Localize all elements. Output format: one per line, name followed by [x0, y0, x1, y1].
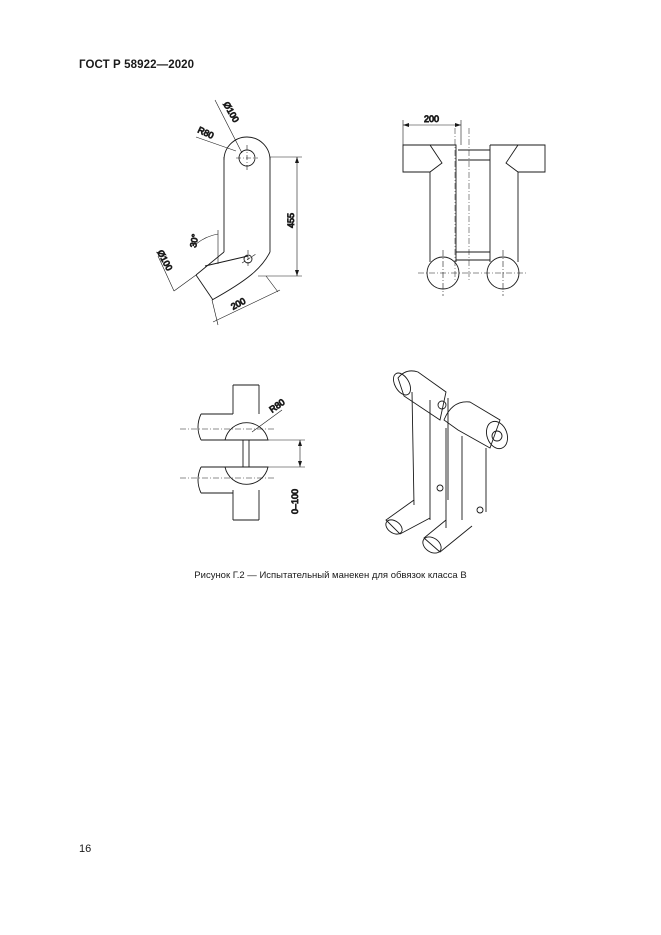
document-header: ГОСТ Р 58922—2020: [79, 59, 195, 71]
front-left-vertical: [430, 145, 456, 262]
r80-top-label: R80: [196, 124, 216, 141]
front-right-top-tube: [506, 145, 545, 172]
side-tube-outline: [224, 157, 270, 252]
front-view: [403, 120, 545, 296]
front-lower-crossbar: [456, 252, 490, 260]
iso-left-top-tube: [398, 371, 446, 420]
r80-plan-leader: [252, 410, 282, 432]
front-left-top-tube: [403, 145, 442, 172]
plan-connector: [243, 440, 249, 467]
iso-left-hole: [438, 401, 446, 409]
iso-right-low-hole: [477, 507, 483, 513]
iso-left-vertical: [412, 392, 448, 520]
plan-top-tube: [233, 385, 259, 414]
front-crossbar: [458, 150, 490, 160]
front-right-vertical: [490, 145, 518, 262]
plan-bottom-tube: [233, 490, 259, 520]
plan-centerlines: [180, 429, 275, 478]
iso-right-foot: [424, 520, 472, 552]
angle-30-label: 30°: [188, 233, 201, 249]
isometric-view: [383, 370, 511, 556]
width-200-side-label: 200: [229, 295, 248, 312]
front-centerlines: [418, 250, 528, 296]
iso-right-top-hole: [492, 431, 502, 441]
side-lower-end: [196, 275, 213, 300]
dia-top-label: Ø100: [221, 100, 241, 125]
dim-200-side-lines: [212, 276, 280, 325]
r80-plan-label: R80: [267, 396, 287, 415]
dia-low-label: Ø100: [155, 248, 175, 273]
height-455-label: 455: [286, 212, 296, 228]
iso-right-top-tube: [444, 402, 500, 448]
plan-left-arm-top: [198, 414, 233, 440]
front-axis-lines: [455, 128, 469, 280]
plan-left-arm-bottom: [198, 467, 233, 493]
plan-bottom-dome: [225, 467, 268, 484]
side-view: [158, 100, 302, 325]
iso-left-foot: [386, 500, 430, 534]
side-lower-inner-edge: [205, 256, 248, 266]
figure-caption: Рисунок Г.2 — Испытательный манекен для обвязок класса В: [194, 570, 467, 581]
page-number: 16: [79, 843, 92, 855]
gap-0-100-label: 0–100: [290, 488, 300, 514]
width-200-front-label: 200: [424, 114, 440, 124]
iso-left-low-hole: [437, 485, 443, 491]
iso-left-top-end: [390, 370, 414, 398]
